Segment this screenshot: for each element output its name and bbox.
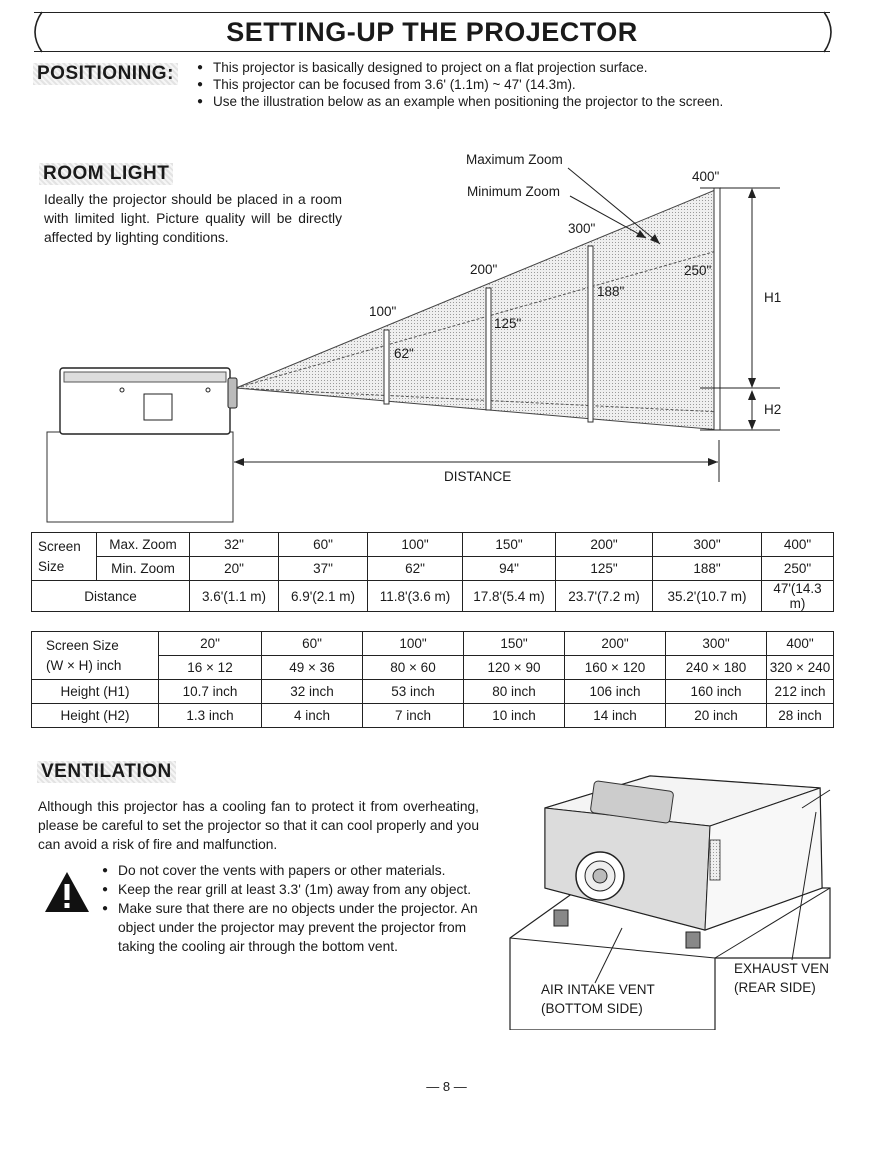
table-cell: 200" [556, 533, 653, 557]
table-cell: 300" [653, 533, 762, 557]
table-cell: 106 inch [565, 680, 666, 704]
table-cell: 250" [762, 557, 834, 581]
page-title: SETTING-UP THE PROJECTOR [226, 17, 638, 47]
label-100: 100" [369, 304, 397, 319]
table-cell: 240 × 180 [666, 656, 767, 680]
ventilation-bullet: ● Make sure that there are no objects under the projector. An object under the projector may prevent the projector from taking the cooling air through the bottom vent. [102, 899, 480, 956]
min-zoom-header: Min. Zoom [97, 557, 190, 581]
table-cell: 80 inch [464, 680, 565, 704]
positioning-heading: POSITIONING: [33, 63, 178, 85]
table-cell: 125" [556, 557, 653, 581]
h2-label: H2 [764, 402, 782, 417]
positioning-bullet: ● Use the illustration below as an example when positioning the projector to the screen. [197, 93, 797, 110]
distance-label: DISTANCE [444, 469, 512, 484]
ventilation-bullets [102, 861, 480, 956]
table-cell: 188" [653, 557, 762, 581]
zoom-distance-table [31, 532, 834, 612]
table-cell: 6.9'(2.1 m) [279, 581, 368, 612]
air-intake-label: AIR INTAKE VENT (BOTTOM SIDE) [541, 982, 655, 1016]
table-cell: 35.2'(10.7 m) [653, 581, 762, 612]
table-cell: 120 × 90 [464, 656, 565, 680]
table-cell: 300" [666, 632, 767, 656]
room-light-heading: ROOM LIGHT [39, 163, 173, 185]
table-row [32, 533, 834, 557]
label-300: 300" [568, 221, 596, 236]
table-row [32, 680, 834, 704]
table-cell: 94" [463, 557, 556, 581]
table-cell: 17.8'(5.4 m) [463, 581, 556, 612]
screen-size-header: Screen Size (W × H) inch [32, 632, 159, 680]
distance-header: Distance [32, 581, 190, 612]
table-row [32, 557, 834, 581]
table-cell: 20" [190, 557, 279, 581]
ventilation-text: Although this projector has a cooling fan to protect it from overheating, please be careful to set the projector so that it can cool properly and you can avoid a risk of fire and malfunction. [38, 799, 479, 852]
label-125: 125" [494, 316, 522, 331]
label-200: 200" [470, 262, 498, 277]
table-cell: 160 × 120 [565, 656, 666, 680]
ventilation-bullet: ● Do not cover the vents with papers or other materials. [102, 861, 480, 880]
table-cell: 23.7'(7.2 m) [556, 581, 653, 612]
table-cell: 212 inch [767, 680, 834, 704]
table-cell: 20" [159, 632, 262, 656]
h1-label: H1 [764, 290, 782, 305]
table-cell: 4 inch [262, 704, 363, 728]
height-h1-header: Height (H1) [32, 680, 159, 704]
table-cell: 7 inch [363, 704, 464, 728]
page-number: — 8 — [426, 1079, 467, 1094]
room-light-text: Ideally the projector should be placed in a room with limited light. Picture quality will be directly affected by lighting conditions. [44, 192, 342, 245]
table-cell: 11.8'(3.6 m) [368, 581, 463, 612]
positioning-bullet: ● This projector is basically designed to project on a flat projection surface. [197, 59, 797, 76]
title-brackets [22, 10, 842, 54]
table-cell: 32 inch [262, 680, 363, 704]
warning-icon [42, 869, 92, 915]
table-cell: 150" [463, 533, 556, 557]
height-h2-header: Height (H2) [32, 704, 159, 728]
positioning-bullet: ● This projector can be focused from 3.6' (1.1m) ~ 47' (14.3m). [197, 76, 797, 93]
table-cell: 10 inch [464, 704, 565, 728]
screen-size-header: Screen Size [32, 533, 97, 581]
table-cell: 60" [279, 533, 368, 557]
table-cell: 80 × 60 [363, 656, 464, 680]
table-cell: 320 × 240 [767, 656, 834, 680]
table-cell: 49 × 36 [262, 656, 363, 680]
table-cell: 53 inch [363, 680, 464, 704]
table-cell: 47'(14.3 m) [762, 581, 834, 612]
table-cell: 20 inch [666, 704, 767, 728]
label-400: 400" [692, 169, 720, 184]
table-cell: 28 inch [767, 704, 834, 728]
max-zoom-header: Max. Zoom [97, 533, 190, 557]
exhaust-label: EXHAUST VEN (REAR SIDE) [734, 961, 830, 995]
table-cell: 160 inch [666, 680, 767, 704]
table-cell: 32" [190, 533, 279, 557]
table-cell: 10.7 inch [159, 680, 262, 704]
label-250: 250" [684, 263, 712, 278]
table-cell: 37" [279, 557, 368, 581]
table-cell: 14 inch [565, 704, 666, 728]
table-cell: 400" [762, 533, 834, 557]
table-cell: 62" [368, 557, 463, 581]
table-cell: 60" [262, 632, 363, 656]
table-cell: 16 × 12 [159, 656, 262, 680]
table-cell: 100" [363, 632, 464, 656]
table-row [32, 632, 834, 656]
ventilation-bullet: ● Keep the rear grill at least 3.3' (1m) away from any object. [102, 880, 480, 899]
table-row [32, 704, 834, 728]
table-cell: 1.3 inch [159, 704, 262, 728]
table-cell: 3.6'(1.1 m) [190, 581, 279, 612]
screen-size-table [31, 631, 834, 728]
table-cell: 400" [767, 632, 834, 656]
label-188: 188" [597, 284, 625, 299]
max-zoom-label: Maximum Zoom [466, 152, 563, 167]
ventilation-heading: VENTILATION [37, 761, 176, 783]
table-cell: 200" [565, 632, 666, 656]
table-cell: 100" [368, 533, 463, 557]
min-zoom-label: Minimum Zoom [467, 184, 561, 199]
positioning-bullets [197, 59, 797, 110]
label-62: 62" [394, 346, 414, 361]
table-row [32, 581, 834, 612]
table-cell: 150" [464, 632, 565, 656]
